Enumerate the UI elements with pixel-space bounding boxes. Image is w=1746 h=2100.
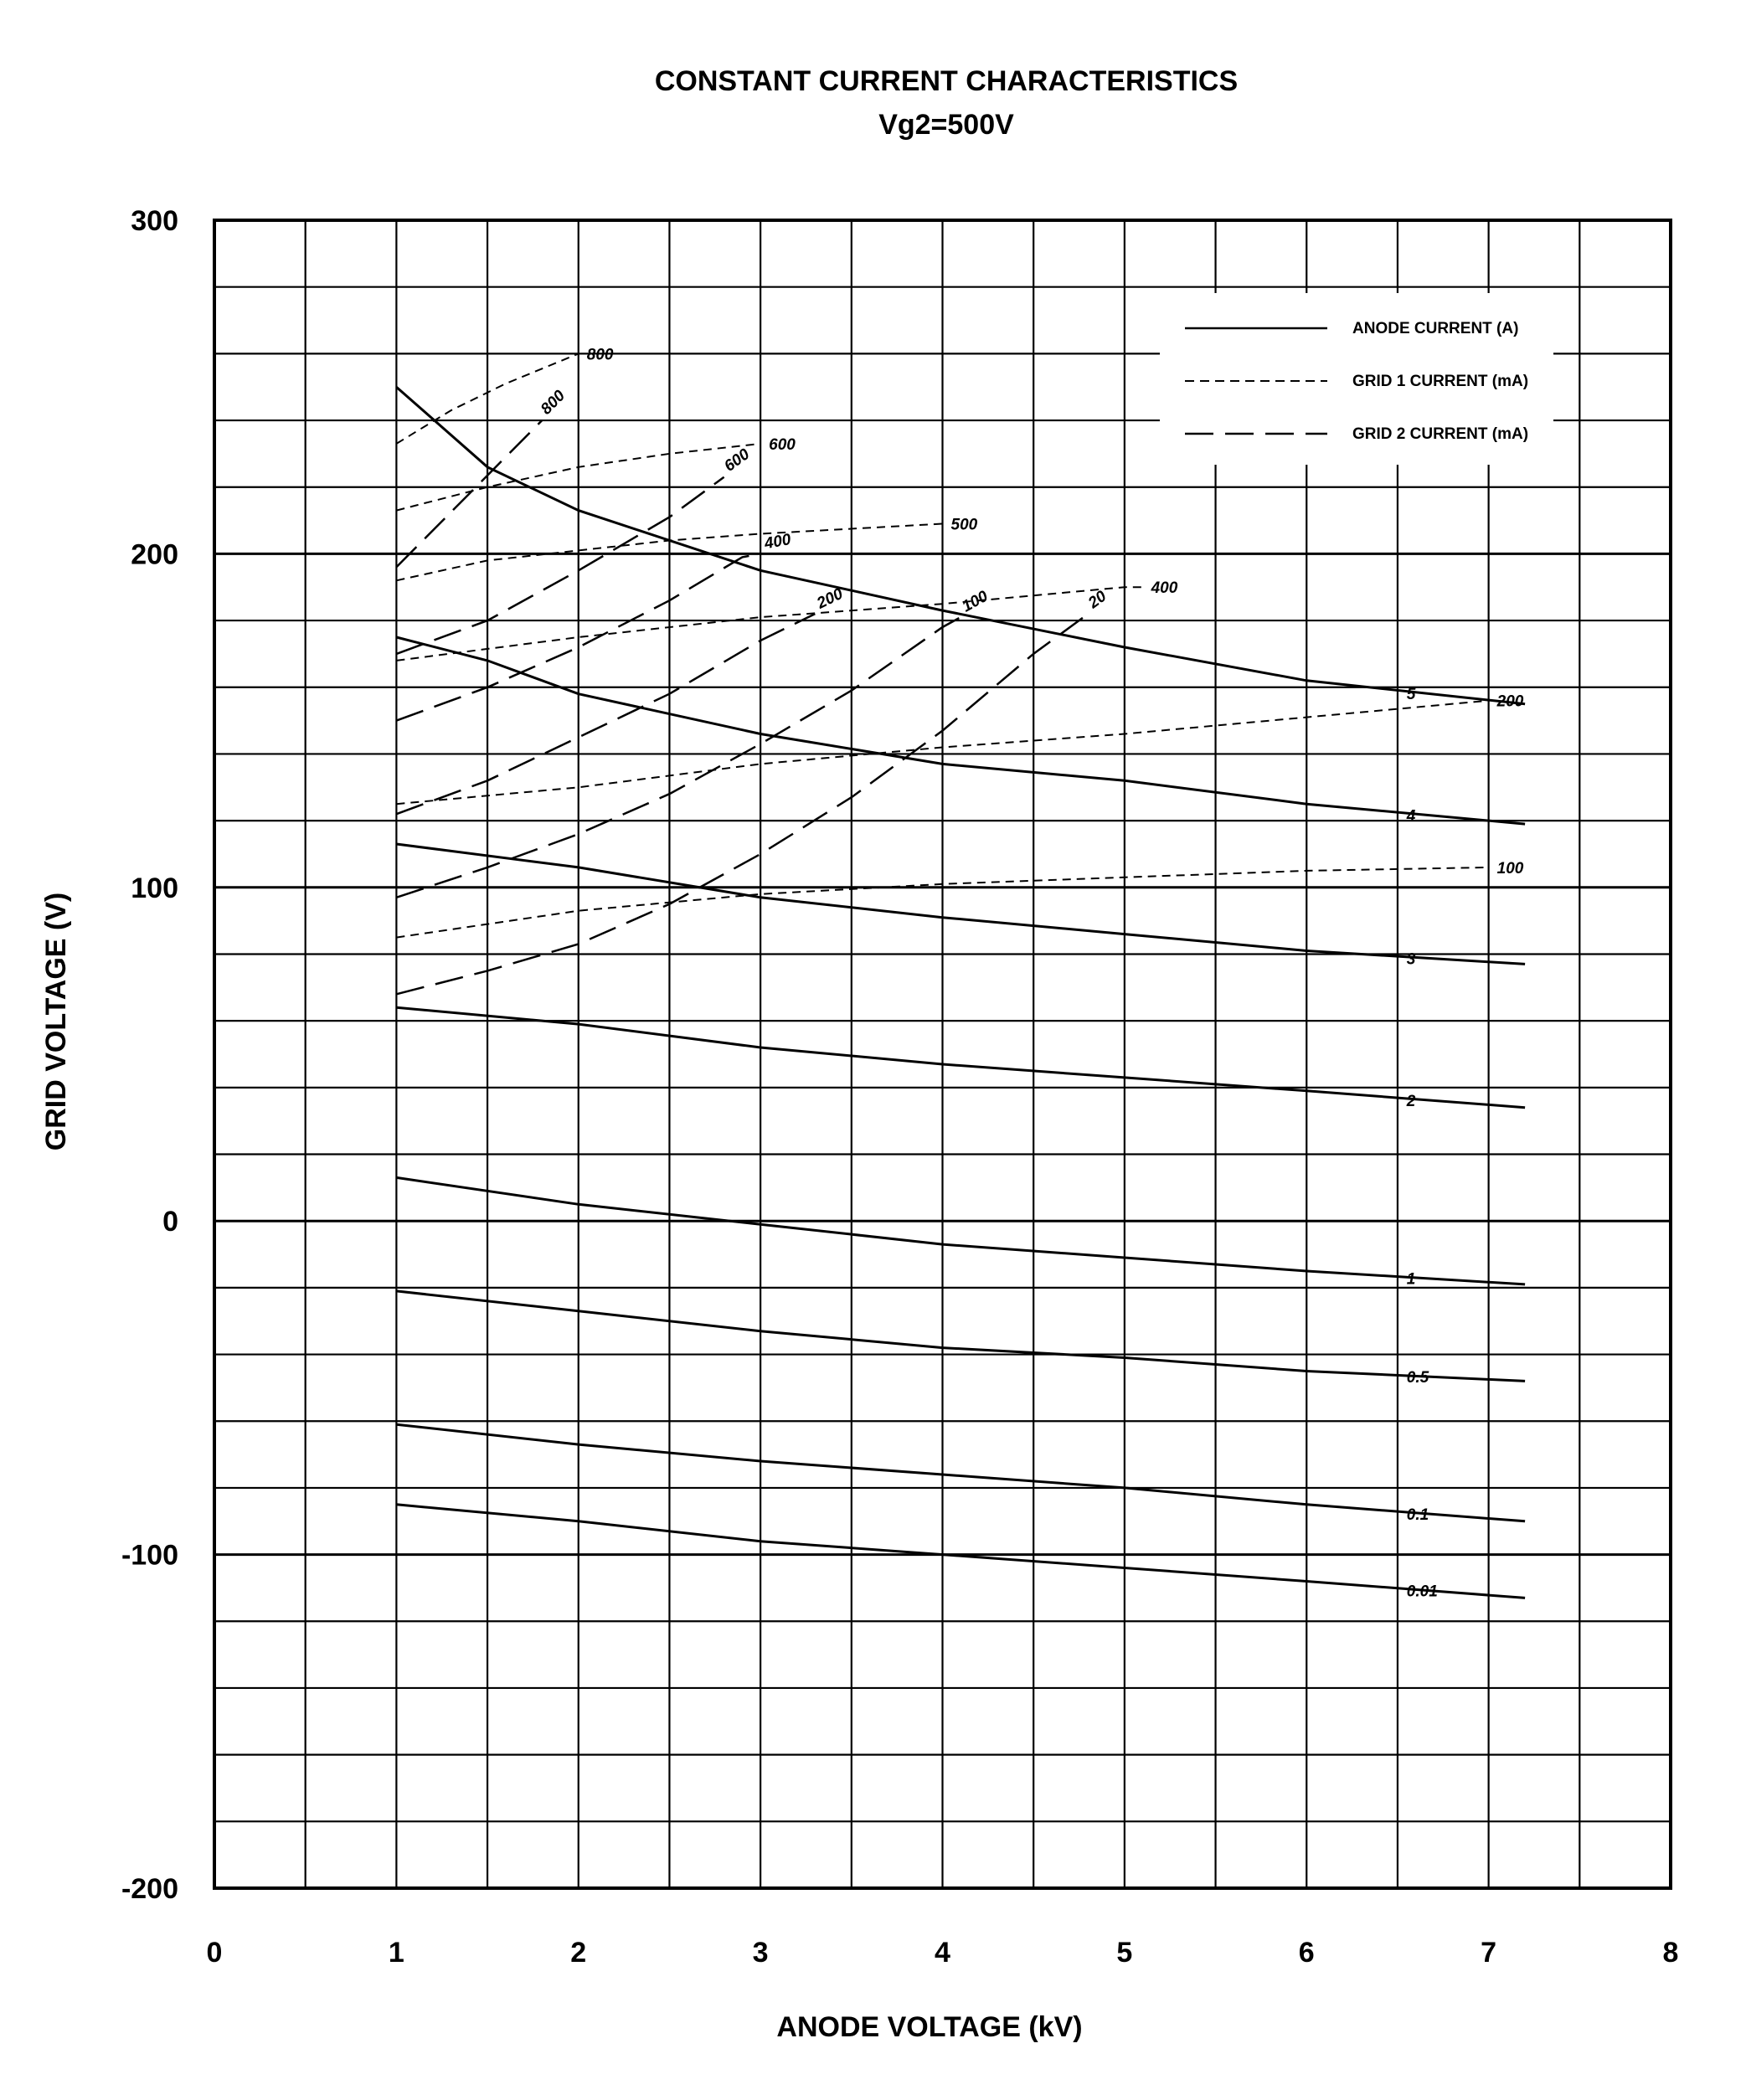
anode-current-curve-4 [396, 637, 1525, 824]
grid2-current-curve-200 [396, 614, 815, 814]
anode-curve-label-5: 5 [1406, 686, 1416, 704]
grid2-current-curve-20 [396, 614, 1088, 994]
grid2-curve-label-20: 20 [1084, 587, 1110, 613]
anode-current-curve-0.01 [396, 1505, 1525, 1601]
grid2-curve-label-600: 600 [721, 445, 754, 476]
x-tick-labels [207, 1937, 1679, 1969]
x-tick-label: 0 [206, 1937, 223, 1969]
grid-lines [214, 220, 1671, 1888]
y-tick-label: -200 [121, 1873, 178, 1905]
legend-label-grid1: GRID 1 CURRENT (mA) [1352, 373, 1529, 390]
anode-curve-label-1: 1 [1406, 1270, 1416, 1289]
x-tick-label: 2 [570, 1937, 587, 1969]
legend-label-anode: ANODE CURRENT (A) [1352, 320, 1519, 337]
grid1-curve-label-600: 600 [769, 435, 796, 454]
grid1-curve-label-800: 800 [586, 346, 614, 364]
anode-curve-label-3: 3 [1406, 950, 1416, 969]
grid2-curve-label-100: 100 [959, 587, 991, 616]
anode-current-curve-1 [396, 1177, 1525, 1284]
anode-current-curve-0.1 [396, 1424, 1525, 1521]
y-axis-label: GRID VOLTAGE (V) [40, 892, 72, 1151]
anode-current-curve-2 [396, 1007, 1525, 1108]
grid1-curve-label-400: 400 [1151, 579, 1178, 598]
legend [1160, 293, 1553, 465]
grid2-curve-label-400: 400 [763, 530, 793, 553]
x-axis-label: ANODE VOLTAGE (kV) [776, 2011, 1083, 2043]
y-tick-label: 100 [131, 872, 178, 904]
anode-curve-label-0.5: 0.5 [1406, 1369, 1429, 1387]
grid1-curve-label-100: 100 [1496, 859, 1524, 878]
anode-curve-label-0.1: 0.1 [1406, 1506, 1429, 1524]
x-tick-label: 3 [752, 1937, 769, 1969]
grid2-curve-label-800: 800 [537, 387, 569, 419]
grid1-current-curve-400 [396, 584, 1142, 661]
grid1-curve-label-500: 500 [950, 516, 978, 534]
y-tick-label: -100 [121, 1539, 178, 1572]
x-tick-label: 8 [1662, 1937, 1679, 1969]
chart-title: CONSTANT CURRENT CHARACTERISTICS [654, 65, 1239, 97]
grid2-current-curve-800 [396, 420, 542, 567]
anode-curve-label-2: 2 [1406, 1092, 1416, 1110]
x-tick-label: 1 [388, 1937, 404, 1969]
anode-current-curve-0.5 [396, 1291, 1525, 1382]
curve-labels [538, 346, 1524, 1600]
x-tick-label: 5 [1116, 1937, 1133, 1969]
legend-label-grid2: GRID 2 CURRENT (mA) [1352, 425, 1529, 443]
grid1-curve-label-200: 200 [1496, 692, 1524, 711]
y-tick-label: 200 [131, 538, 178, 571]
x-tick-label: 7 [1481, 1937, 1497, 1969]
chart-subtitle: Vg2=500V [878, 109, 1014, 141]
x-tick-label: 4 [935, 1937, 950, 1969]
y-tick-label: 300 [131, 205, 178, 237]
x-tick-label: 6 [1298, 1937, 1315, 1969]
curves [396, 353, 1525, 1601]
y-tick-label: 0 [162, 1206, 178, 1238]
grid2-current-curve-600 [396, 477, 724, 654]
anode-current-curve-3 [396, 844, 1525, 964]
anode-curve-label-4: 4 [1406, 807, 1416, 826]
anode-curve-label-0.01: 0.01 [1406, 1583, 1438, 1601]
y-tick-labels [121, 205, 178, 1905]
grid2-curve-label-200: 200 [814, 584, 847, 613]
